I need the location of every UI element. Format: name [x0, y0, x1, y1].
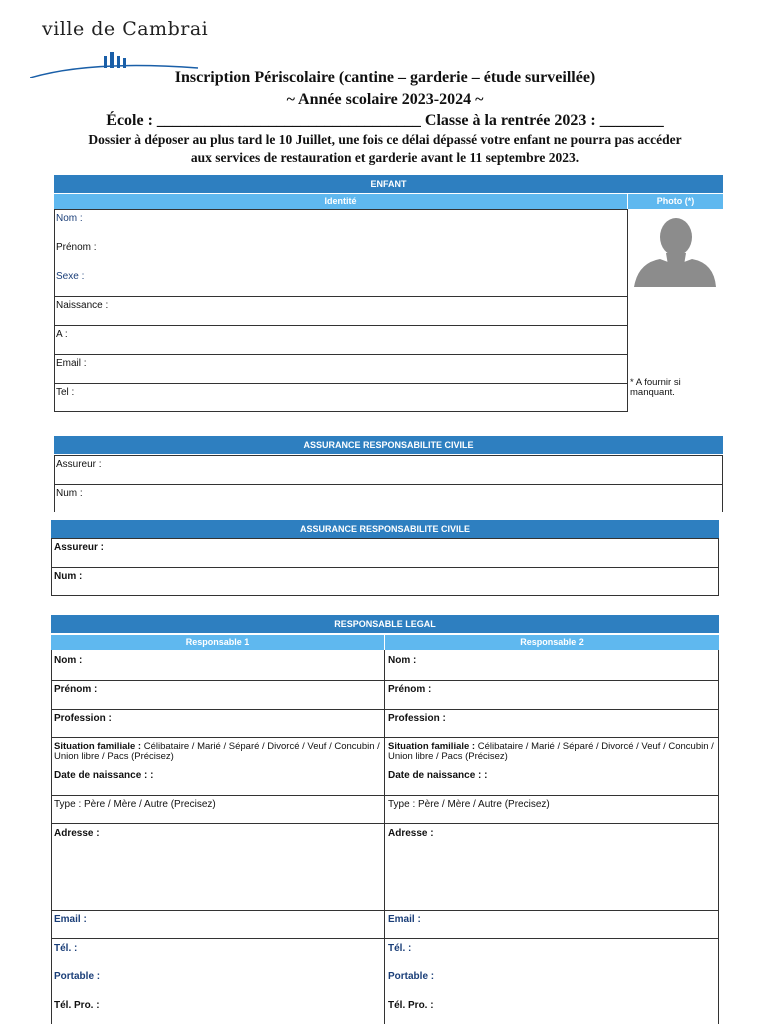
assurance1-assureur-label[interactable]: Assureur :	[56, 459, 102, 470]
divider	[51, 938, 719, 939]
divider	[54, 296, 628, 297]
resp2-prenom-label[interactable]: Prénom :	[388, 684, 432, 695]
resp2-situation-label: Situation familiale :	[388, 741, 476, 752]
enfant-lieu-label[interactable]: A :	[56, 329, 68, 340]
responsable-1-subband: Responsable 1	[51, 635, 384, 650]
enfant-sexe-label[interactable]: Sexe :	[56, 271, 85, 282]
photo-placeholder-icon[interactable]	[630, 215, 720, 287]
school-class-line: École : _________________________________ Classe à la rentrée 2023 : ________	[106, 112, 664, 129]
resp1-type-label[interactable]: Type : Père / Mère / Autre (Precisez)	[54, 799, 216, 810]
resp2-email-label[interactable]: Email :	[388, 914, 421, 925]
resp1-prenom-label[interactable]: Prénom :	[54, 684, 98, 695]
resp1-profession-label[interactable]: Profession :	[54, 713, 112, 724]
resp1-email-label[interactable]: Email :	[54, 914, 87, 925]
divider	[54, 383, 628, 384]
divider	[51, 709, 719, 710]
enfant-email-label[interactable]: Email :	[56, 358, 87, 369]
divider	[51, 795, 719, 796]
resp2-adresse-label[interactable]: Adresse :	[388, 828, 434, 839]
resp2-situation-text[interactable]	[388, 742, 718, 762]
resp2-profession-label[interactable]: Profession :	[388, 713, 446, 724]
divider	[51, 650, 52, 1024]
photo-subband: Photo (*)	[628, 194, 723, 209]
resp1-adresse-label[interactable]: Adresse :	[54, 828, 100, 839]
resp1-situation-text[interactable]	[54, 742, 384, 762]
photo-note-line-1: * A fournir si	[630, 377, 681, 388]
divider	[54, 354, 628, 355]
resp2-tel-label[interactable]: Tél. :	[388, 943, 412, 954]
divider	[51, 680, 719, 681]
divider	[718, 650, 719, 1024]
assurance2-assureur-label[interactable]: Assureur :	[54, 542, 105, 553]
enfant-nom-label[interactable]: Nom :	[56, 213, 83, 224]
form-title: Inscription Périscolaire (cantine – garderie – étude surveillée)	[174, 69, 596, 86]
divider	[51, 823, 719, 824]
resp2-situation-options: Célibataire / Marié / Séparé / Divorcé / Veuf / Concubin / Union libre / Pacs (Précisez)	[388, 741, 714, 762]
assurance2-num-label[interactable]: Num :	[54, 571, 83, 582]
school-year: ~ Année scolaire 2023-2024 ~	[286, 91, 484, 108]
enfant-naissance-label[interactable]: Naissance :	[56, 300, 109, 311]
divider	[51, 737, 719, 738]
resp2-telpro-label[interactable]: Tél. Pro. :	[388, 1000, 434, 1011]
enfant-identity-box	[54, 209, 628, 412]
resp1-situation-label: Situation familiale :	[54, 741, 142, 752]
resp1-situation-options: Célibataire / Marié / Séparé / Divorcé / Veuf / Concubin / Union libre / Pacs (Précisez)	[54, 741, 380, 762]
resp1-portable-label[interactable]: Portable :	[54, 971, 101, 982]
resp2-naissance-label[interactable]: Date de naissance : :	[388, 770, 488, 781]
assurance-band-1: ASSURANCE RESPONSABILITE CIVILE	[54, 436, 723, 454]
identite-subband: Identité	[54, 194, 627, 209]
deadline-notice-line-1: Dossier à déposer au plus tard le 10 Juillet, une fois ce délai dépassé votre enfant ne pourra pas accéder	[88, 132, 682, 147]
enfant-band: ENFANT	[54, 175, 723, 193]
enfant-tel-label[interactable]: Tel :	[56, 387, 75, 398]
divider	[54, 325, 628, 326]
assurance-band-2: ASSURANCE RESPONSABILITE CIVILE	[51, 520, 719, 538]
responsable-2-subband: Responsable 2	[385, 635, 719, 650]
divider	[54, 484, 723, 485]
divider	[51, 567, 719, 568]
photo-note-line-2: manquant.	[630, 387, 675, 398]
assurance1-num-label[interactable]: Num :	[56, 488, 83, 499]
resp1-telpro-label[interactable]: Tél. Pro. :	[54, 1000, 100, 1011]
resp2-nom-label[interactable]: Nom :	[388, 655, 417, 666]
logo-text: ville de Cambrai	[42, 18, 209, 40]
deadline-notice-line-2: aux services de restauration et garderie avant le 11 septembre 2023.	[190, 150, 580, 165]
resp2-portable-label[interactable]: Portable :	[388, 971, 435, 982]
resp1-tel-label[interactable]: Tél. :	[54, 943, 78, 954]
resp2-type-label[interactable]: Type : Père / Mère / Autre (Precisez)	[388, 799, 550, 810]
divider	[54, 455, 723, 456]
divider	[51, 910, 719, 911]
divider	[384, 650, 385, 1024]
responsable-legal-band: RESPONSABLE LEGAL	[51, 615, 719, 633]
enfant-prenom-label[interactable]: Prénom :	[56, 242, 97, 253]
resp1-naissance-label[interactable]: Date de naissance : :	[54, 770, 154, 781]
resp1-nom-label[interactable]: Nom :	[54, 655, 83, 666]
city-logo	[30, 14, 209, 72]
